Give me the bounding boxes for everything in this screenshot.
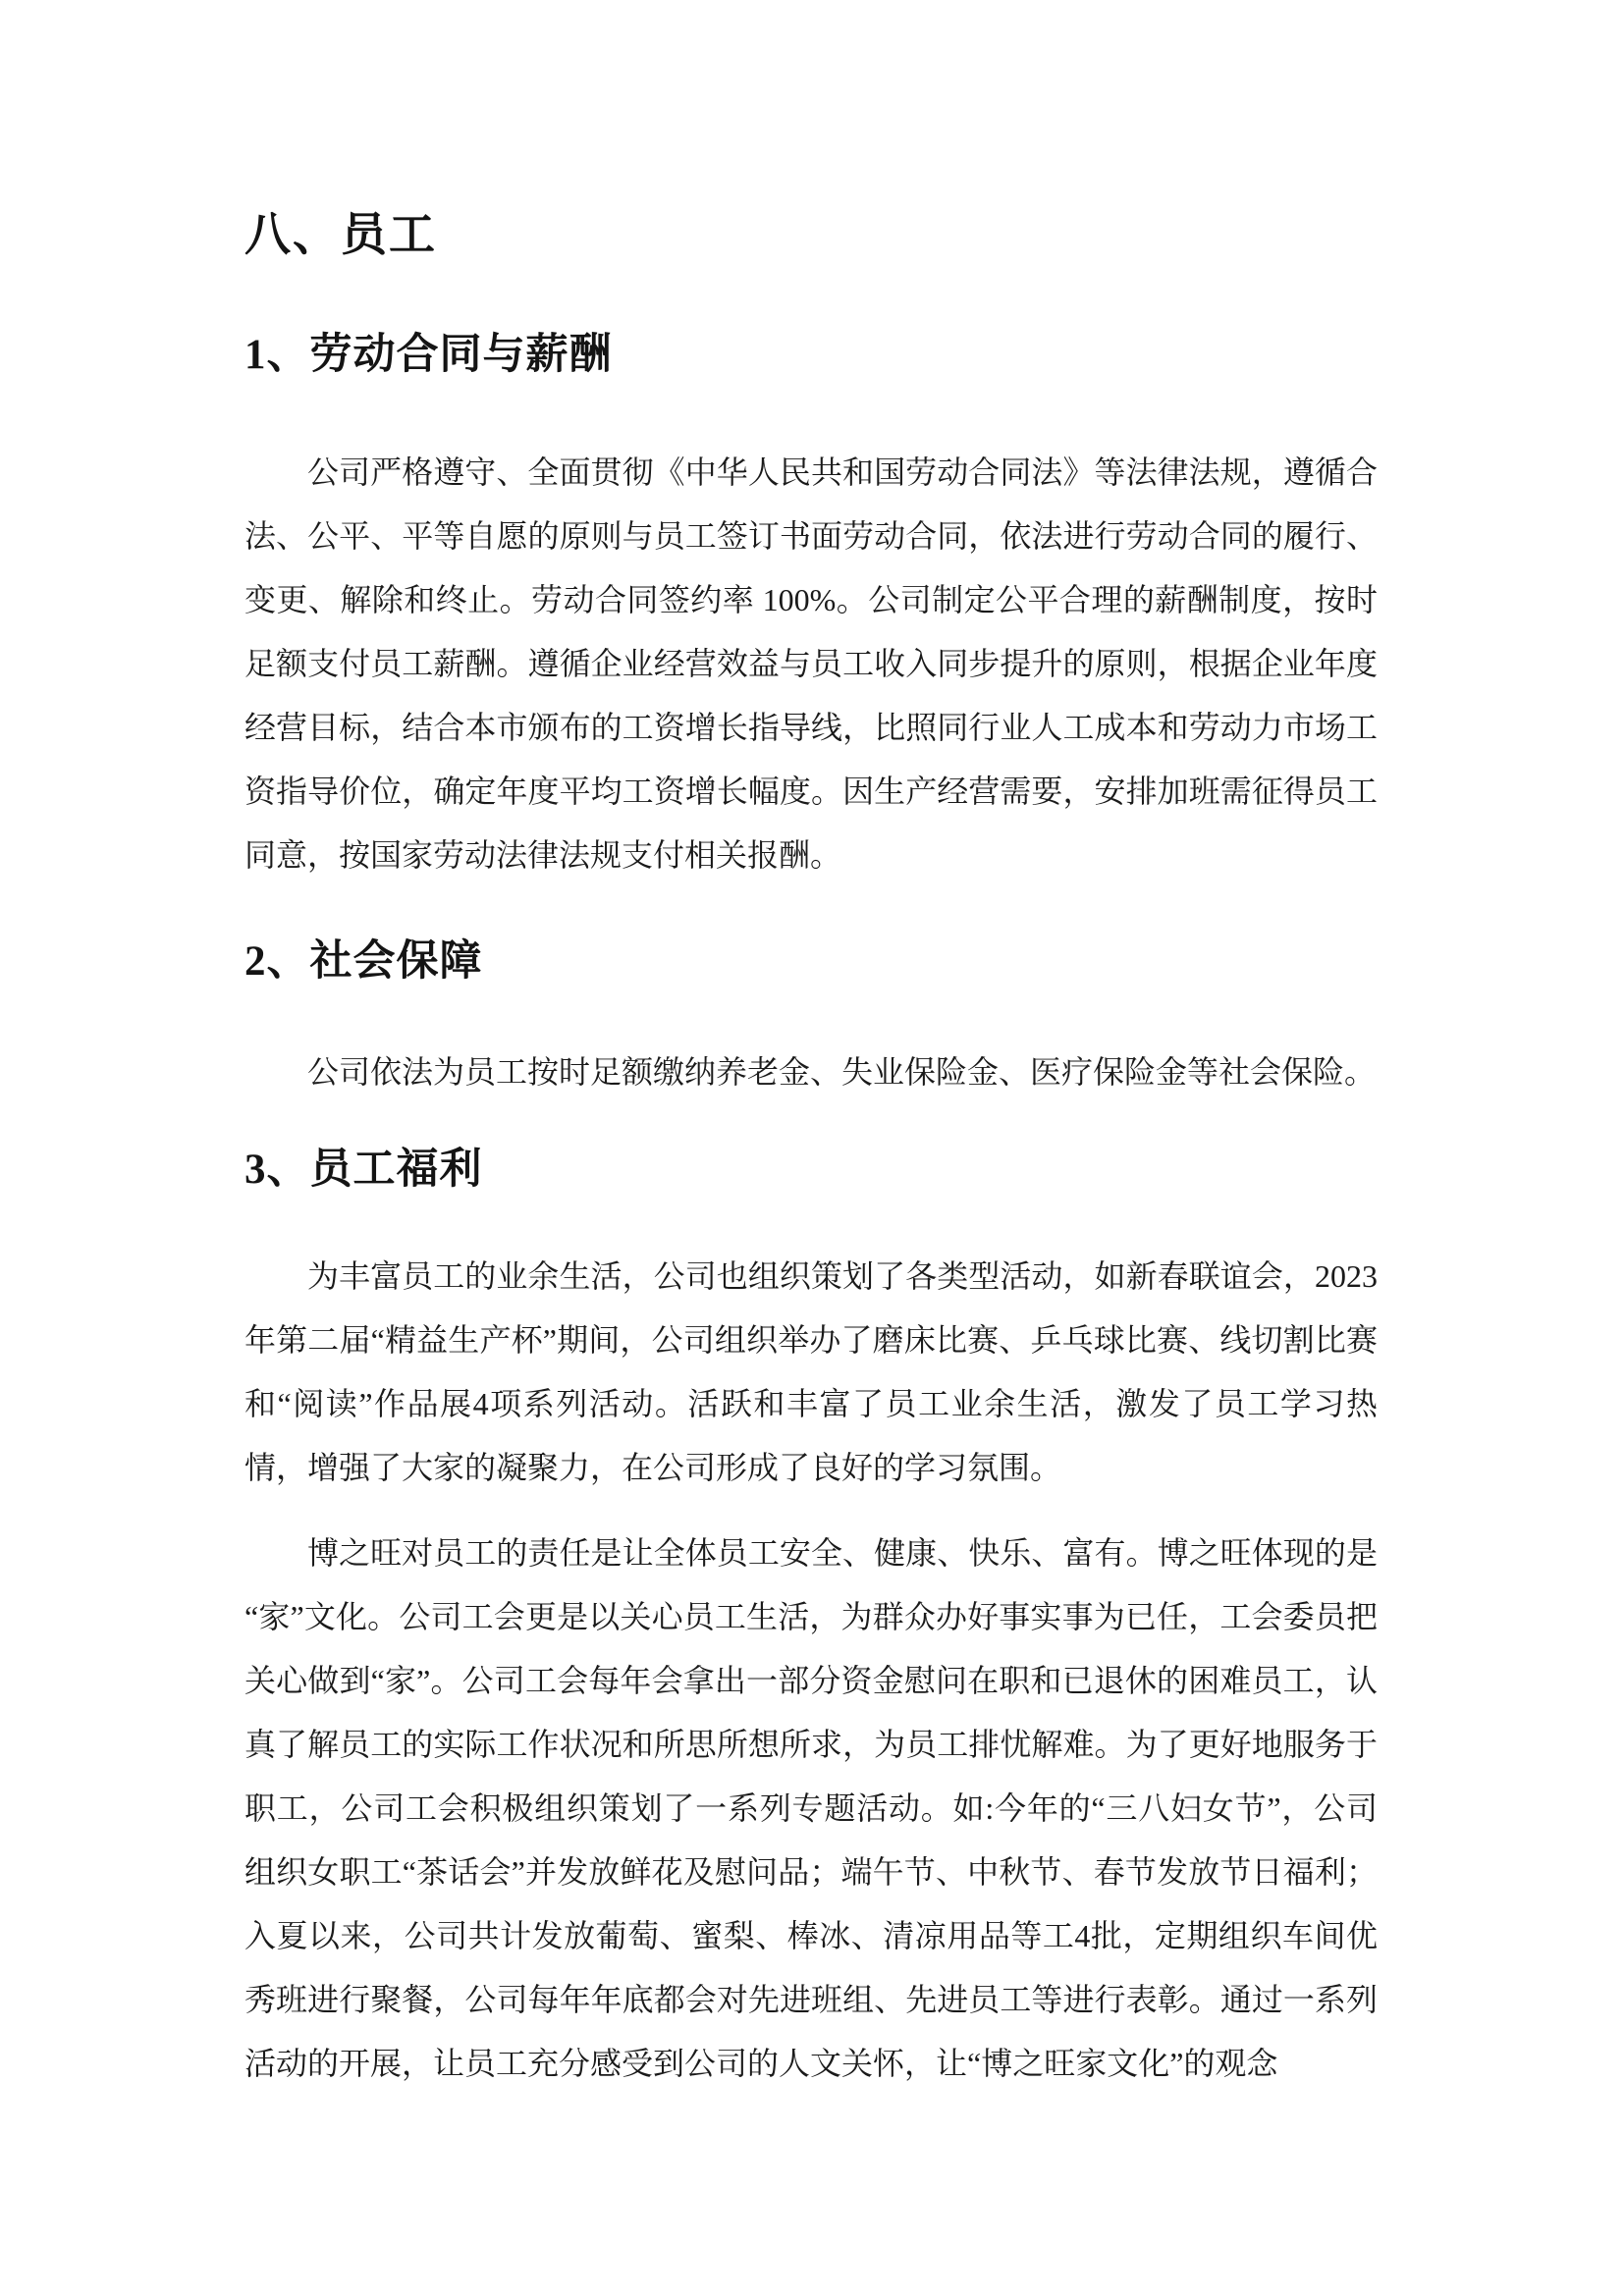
paragraph-employee-activities: 为丰富员工的业余生活，公司也组织策划了各类型活动，如新春联谊会，2023年第二届“精益生产杯”期间，公司组织举办了磨床比赛、乒乓球比赛、线切割比赛和“阅读”作品展4项系列活动。活跃和丰富了员工业余生活，激发了员工学习热情，增强了大家的凝聚力，在公司形成了良好的学习氛围。 (244, 1258, 1378, 1485)
section-heading-social-security: 2、社会保障 (244, 938, 483, 985)
paragraph-social-security: 公司依法为员工按时足额缴纳养老金、失业保险金、医疗保险金等社会保险。 (307, 1054, 1377, 1090)
section-heading-employee-welfare: 3、员工福利 (244, 1147, 483, 1193)
paragraph-family-culture: 博之旺对员工的责任是让全体员工安全、健康、快乐、富有。博之旺体现的是“家”文化。公司工会更是以关心员工生活，为群众办好事实事为已任，工会委员把关心做到“家”。公司工会每年会拿出一部分资金慰问在职和已退休的困难员工，认真了解员工的实际工作状况和所思所想所求，为员工排忧解难。为了更好地服务于职工，公司工会积极组织策划了一系列专题活动。如:今年的“三八妇女节”，公司组织女职工“茶话会”并发放鲜花及慰问品；端午节、中秋节、春节发放节日福利；入夏以来，公司共计发放葡萄、蜜梨、棒冰、清凉用品等工4批，定期组织车间优秀班进行聚餐，公司每年年底都会对先进班组、先进员工等进行表彰。通过一系列活动的开展，让员工充分感受到公司的人文关怀，让“博之旺家文化”的观念 (244, 1535, 1378, 2081)
page-title: 八、员工 (244, 210, 437, 261)
section-heading-labor-contract: 1、劳动合同与薪酬 (244, 332, 613, 378)
paragraph-labor-contract: 公司严格遵守、全面贯彻《中华人民共和国劳动合同法》等法律法规，遵循合法、公平、平等自愿的原则与员工签订书面劳动合同，依法进行劳动合同的履行、变更、解除和终止。劳动合同签约率 100%。公司制定公平合理的薪酬制度，按时足额支付员工薪酬。遵循企业经营效益与员工收入同步提升的原则，根据企业年度经营目标，结合本市颁布的工资增长指导线，比照同行业人工成本和劳动力市场工资指导价位，确定年度平均工资增长幅度。因生产经营需要，安排加班需征得员工同意，按国家劳动法律法规支付相关报酬。 (244, 454, 1378, 873)
